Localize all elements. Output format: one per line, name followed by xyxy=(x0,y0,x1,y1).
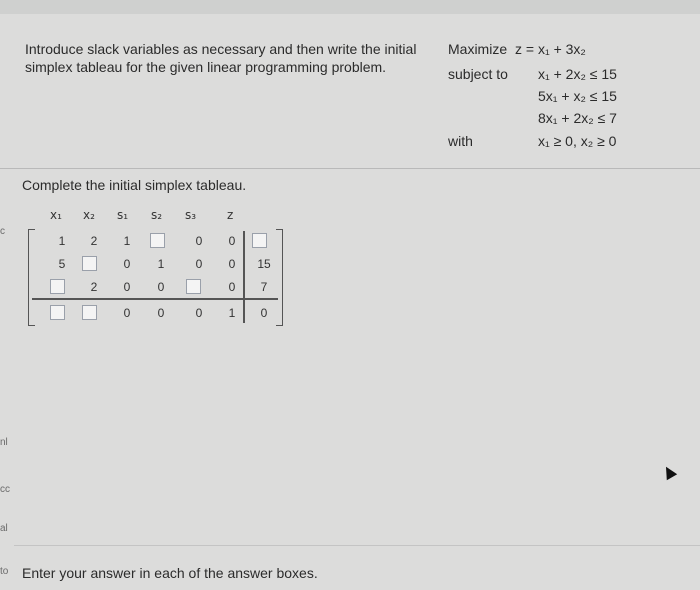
header-x1: x₁ xyxy=(50,208,62,222)
with-label: with xyxy=(448,133,473,149)
header-s3: s₃ xyxy=(185,208,197,222)
rhs-separator xyxy=(243,231,245,323)
cell-r1-s1: 1 xyxy=(123,234,131,248)
top-bar xyxy=(0,0,700,14)
objective-row-separator xyxy=(32,298,278,300)
header-s1: s₁ xyxy=(117,208,129,222)
left-edge-fragment: nl xyxy=(0,437,8,448)
answer-box-r3-s3[interactable] xyxy=(186,279,201,294)
footer-divider xyxy=(14,545,700,546)
answer-box-r1-rhs[interactable] xyxy=(252,233,267,248)
left-edge-fragment: al xyxy=(0,523,8,534)
answer-box-r1-s2[interactable] xyxy=(150,233,165,248)
header-s2: s₂ xyxy=(151,208,163,222)
tableau-instruction: Complete the initial simplex tableau. xyxy=(22,177,247,193)
left-edge-fragment: c xyxy=(0,226,5,237)
header-x2: x₂ xyxy=(83,208,95,222)
answer-box-r2-x2[interactable] xyxy=(82,256,97,271)
section-divider xyxy=(0,168,700,169)
cell-r1-x1: 1 xyxy=(58,234,66,248)
mouse-cursor-icon xyxy=(661,464,677,480)
left-edge-fragment: to xyxy=(0,566,9,577)
footer-instruction: Enter your answer in each of the answer boxes. xyxy=(22,565,318,581)
left-edge-fragment: cc xyxy=(0,484,10,495)
constraint-3: 8x₁ + 2x₂ ≤ 7 xyxy=(538,110,617,126)
answer-box-r3-x1[interactable] xyxy=(50,279,65,294)
cell-r1-s3: 0 xyxy=(195,234,203,248)
objective-function: z = x₁ + 3x₂ xyxy=(515,41,586,57)
answer-box-r4-x2[interactable] xyxy=(82,305,97,320)
cell-r4-s3: 0 xyxy=(195,306,203,320)
cell-r3-s1: 0 xyxy=(123,280,131,294)
cell-r2-s2: 1 xyxy=(157,257,165,271)
constraint-1: x₁ + 2x₂ ≤ 15 xyxy=(538,66,617,82)
cell-r1-x2: 2 xyxy=(90,234,98,248)
cell-r4-z: 1 xyxy=(228,306,236,320)
cell-r2-z: 0 xyxy=(228,257,236,271)
cell-r2-s1: 0 xyxy=(123,257,131,271)
constraint-2: 5x₁ + x₂ ≤ 15 xyxy=(538,88,617,104)
problem-instructions: Introduce slack variables as necessary and then write the initial simplex tableau for the given linear programming problem. xyxy=(25,41,417,75)
header-z: z xyxy=(227,208,234,222)
cell-r4-s1: 0 xyxy=(123,306,131,320)
cell-r3-s2: 0 xyxy=(157,280,165,294)
subject-to-label: subject to xyxy=(448,66,508,82)
objective-label: Maximize xyxy=(448,41,508,57)
right-bracket xyxy=(276,229,283,326)
left-bracket xyxy=(28,229,35,326)
cell-r3-x2: 2 xyxy=(90,280,98,294)
nonnegativity-constraints: x₁ ≥ 0, x₂ ≥ 0 xyxy=(538,133,617,149)
cell-r4-s2: 0 xyxy=(157,306,165,320)
answer-box-r4-x1[interactable] xyxy=(50,305,65,320)
cell-r4-rhs: 0 xyxy=(260,306,268,320)
cell-r3-z: 0 xyxy=(228,280,236,294)
cell-r2-x1: 5 xyxy=(58,257,66,271)
cell-r1-z: 0 xyxy=(228,234,236,248)
cell-r2-rhs: 15 xyxy=(257,257,271,271)
cell-r2-s3: 0 xyxy=(195,257,203,271)
cell-r3-rhs: 7 xyxy=(260,280,268,294)
